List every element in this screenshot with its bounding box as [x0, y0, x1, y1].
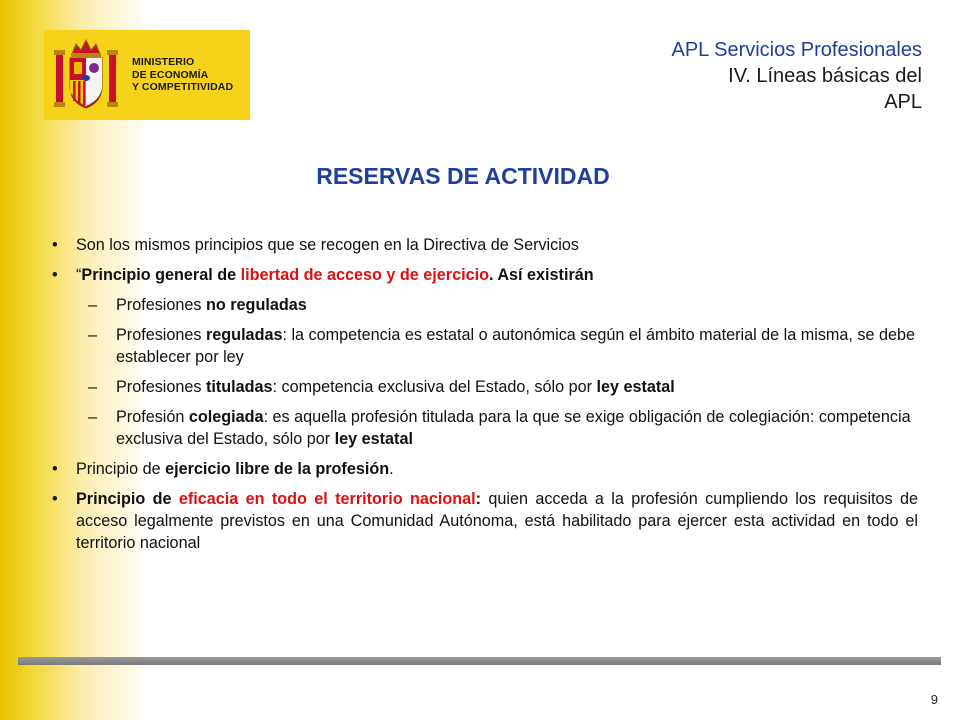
bullet-item: • Son los mismos principios que se recogen en la Directiva de Servicios [52, 236, 579, 254]
bullet-item: • Principio de ejercicio libre de la profesión. [52, 460, 394, 478]
sub-bullet-item: – Profesión colegiada: es aquella profesión titulada para la que se exige obligación de colegiación: competencia exclusiva del Estado, sólo por ley estatal [88, 408, 911, 448]
bullet-marker: • [52, 266, 58, 284]
page-number: 9 [930, 692, 938, 707]
dash-marker: – [88, 326, 98, 344]
slide-title: RESERVAS DE ACTIVIDAD [316, 163, 610, 189]
ministry-logo [44, 30, 250, 120]
header-line-1: APL Servicios Profesionales [671, 39, 922, 61]
header-line-3: APL [884, 91, 922, 113]
bullet-item: • “Principio general de libertad de acceso y de ejercicio. Así existirán [52, 266, 594, 284]
bullet-marker: • [52, 236, 58, 254]
dash-marker: – [88, 408, 98, 426]
slide-body [52, 234, 918, 562]
logo-text: MINISTERIO DE ECONOMÍA Y COMPETITIVIDAD [132, 56, 234, 93]
sub-bullet-item: – Profesiones reguladas: la competencia es estatal o autonómica según el ámbito material de la misma, se debe establecer por ley [88, 326, 916, 366]
header-line-2: IV. Líneas básicas del [728, 65, 922, 87]
bullet-item: • Principio de eficacia en todo el territorio nacional: quien acceda a la profesión cumpliendo los requisitos de acceso legalmente previstos en una Comunidad Autónoma, está habilitado para ejercer esta actividad en todo el territorio nacional [52, 490, 918, 552]
slide-header [672, 37, 923, 115]
bullet-marker: • [52, 490, 58, 508]
sub-bullet-item: – Profesiones no reguladas [88, 296, 307, 314]
sub-bullet-item: – Profesiones tituladas: competencia exclusiva del Estado, sólo por ley estatal [88, 378, 675, 396]
dash-marker: – [88, 296, 98, 314]
footer-divider-bar [18, 657, 941, 665]
bullet-marker: • [52, 460, 58, 478]
coat-of-arms-icon [54, 36, 118, 116]
dash-marker: – [88, 378, 98, 396]
